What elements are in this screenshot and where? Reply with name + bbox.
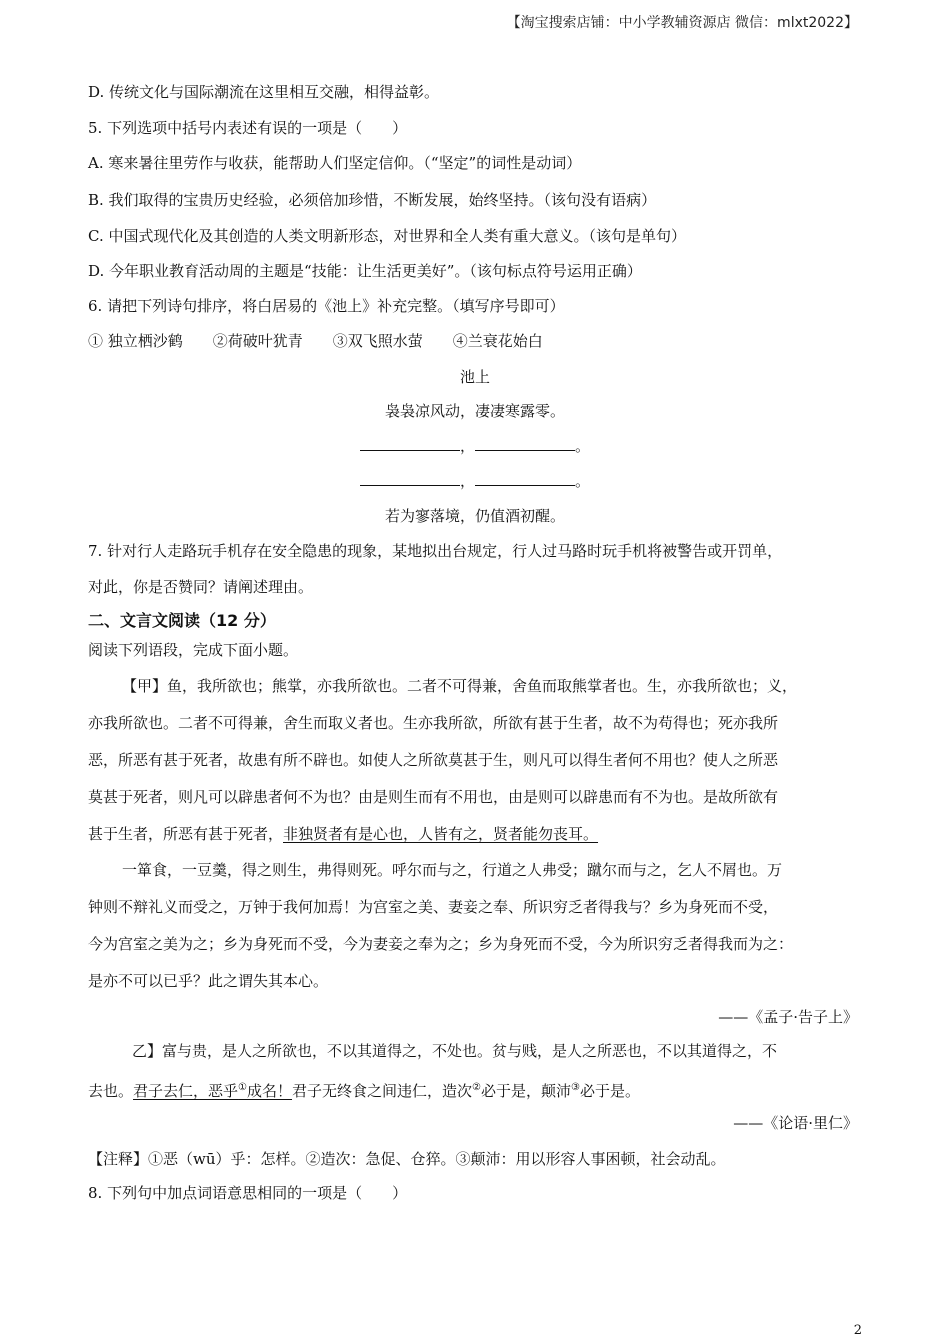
passage-jia-line-6: 一箪食，一豆羹，得之则生，弗得则死。呼尔而与之，行道之人弗受；蹴尔而与之，乞人不屑也。万 [122, 861, 783, 879]
passage-jia-line-5 [88, 824, 598, 844]
note-marker-3: ③ [571, 1082, 580, 1093]
question-8: 8. 下列句中加点词语意思相同的一项是（ ） [88, 1184, 408, 1202]
underlined-sentence-yi [133, 1082, 292, 1100]
poem-line-1: 袅袅凉风动，凄凄寒露零。 [384, 402, 565, 420]
question-5: 5. 下列选项中括号内表述有误的一项是（ ） [88, 119, 408, 137]
page-header: 【淘宝搜索店铺：中小学教辅资源店 微信：mlxt2022】 [506, 15, 858, 31]
passage-jia-line-7: 钟则不辩礼义而受之，万钟于我何加焉！为宫室之美、妻妾之奉、所识穷乏者得我与？乡为身死而不受， [88, 898, 779, 916]
question-6: 6. 请把下列诗句排序，将白居易的《池上》补充完整。（填写序号即可） [88, 297, 565, 315]
passage-jia-line-2: 亦我所欲也。二者不可得兼，舍生而取义者也。生亦我所欲，所欲有甚于生者，故不为苟得也；死亦我所 [88, 714, 779, 732]
source-mencius: ——《孟子·告子上》 [718, 1008, 858, 1026]
passage-yi-text-f: 必于是。 [579, 1082, 640, 1100]
poem-title: 池上 [459, 368, 490, 386]
option-d-line: D. 传统文化与国际潮流在这里相互交融，相得益彰。 [88, 83, 440, 101]
passage-yi-text-a: 去也。 [88, 1082, 134, 1100]
passage-jia-line-8: 今为宫室之美为之；乡为身死而不受，今为妻妾之奉为之；乡为身死而不受，今为所识穷乏者得我而为之： [88, 935, 794, 953]
underlined-yi-part-2: 成名！ [247, 1082, 293, 1100]
passage-yi-text-d: 君子无终食之间违仁，造次 [292, 1082, 473, 1100]
question-6-options: ① 独立栖沙鹤 ②荷破叶犹青 ③双飞照水萤 ④兰衰花始白 [88, 332, 543, 350]
passage-jia-line-4: 莫甚于死者，则凡可以辟患者何不为也？由是则生而有不用也，由是则可以辟患而有不为也。是故所欲有 [88, 788, 779, 806]
option-5c: C. 中国式现代化及其创造的人类文明新形态，对世界和全人类有重大意义。（该句是单句） [88, 227, 686, 245]
poem-line-4: 若为寥落境，仍值酒初醒。 [384, 507, 565, 525]
passage-jia-line-3: 恶，所恶有甚于死者，故患有所不辟也。如使人之所欲莫甚于生，则凡可以得生者何不用也？使人之所恶 [88, 751, 779, 769]
page-number: 2 [853, 1323, 862, 1338]
poem-blank-line-3: ， 。 [0, 471, 950, 491]
note-marker-1: ① [238, 1082, 247, 1093]
option-5b: B. 我们取得的宝贵历史经验，必须倍加珍惜，不断发展，始终坚持。（该句没有语病） [88, 191, 657, 209]
passage-jia-line-1: 【甲】鱼，我所欲也；熊掌，亦我所欲也。二者不可得兼，舍鱼而取熊掌者也。生，亦我所欲也；义， [122, 677, 798, 695]
section-2-title: 二、文言文阅读（12 分） [88, 611, 276, 630]
underlined-sentence-jia: 非独贤者有是心也，人皆有之，贤者能勿丧耳。 [283, 825, 599, 843]
poem-blank-line-2: ， 。 [0, 436, 950, 456]
underlined-yi-part-1: 君子去仁，恶乎 [133, 1082, 239, 1100]
question-7-line-2: 对此，你是否赞同？请阐述理由。 [88, 578, 314, 596]
option-5a: A. 寒来暑往里劳作与收获，能帮助人们坚定信仰。（“坚定”的词性是动词） [88, 154, 582, 172]
passage-yi-line-2 [88, 1078, 640, 1101]
section-2-intro: 阅读下列语段，完成下面小题。 [88, 641, 299, 659]
passage-yi-text-e: 必于是，颠沛 [481, 1082, 572, 1100]
passage-yi-line-1: 乙】富与贵，是人之所欲也，不以其道得之，不处也。贫与贱，是人之所恶也，不以其道得之，不 [132, 1042, 778, 1060]
annotation-note: 【注释】①恶（wū）乎：怎样。②造次：急促、仓猝。③颠沛：用以形容人事困顿，社会动乱。 [88, 1150, 726, 1168]
passage-jia-line-5-text: 甚于生者，所恶有甚于死者， [88, 825, 284, 843]
option-5d: D. 今年职业教育活动周的主题是“技能：让生活更美好”。（该句标点符号运用正确） [88, 262, 642, 280]
passage-jia-line-9: 是亦不可以已乎？此之谓失其本心。 [88, 972, 329, 990]
question-7-line-1: 7. 针对行人走路玩手机存在安全隐患的现象，某地拟出台规定，行人过马路时玩手机将被警告或开罚单， [88, 542, 783, 560]
source-analects: ——《论语·里仁》 [733, 1114, 858, 1132]
note-marker-2: ② [472, 1082, 481, 1093]
